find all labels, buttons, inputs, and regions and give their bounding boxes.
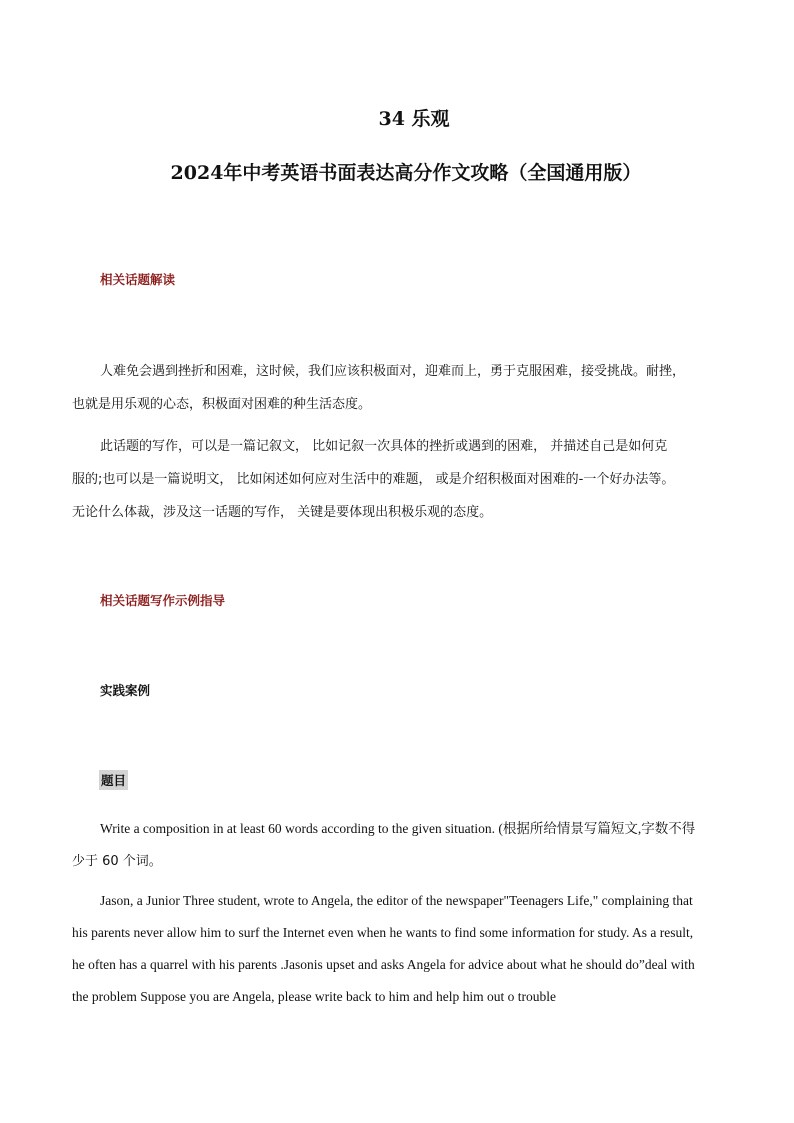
practice-case-heading: 实践案例 xyxy=(100,683,151,698)
prompt-line: his parents never allow him to surf the Internet even when he wants to find some information for study. As a result, xyxy=(72,925,694,940)
section-heading-topic-interpretation: 相关话题解读 xyxy=(100,272,176,287)
prompt-line: Jason, a Junior Three student, wrote to Angela, the editor of the newspaper"Teenagers Life," complaining that xyxy=(100,893,693,908)
prompt-line: 少于 60 个词。 xyxy=(72,854,162,869)
paragraph-line: 此话题的写作，可以是一篇记叙文， 比如记叙一次具体的挫折或遇到的困难， 并描述自己是如何克 xyxy=(100,439,668,454)
document-title-number: 34 乐观 xyxy=(378,108,450,130)
prompt-line: the problem Suppose you are Angela, please write back to him and help him out o trouble xyxy=(72,989,557,1004)
document-title: 2024年中考英语书面表达高分作文攻略（全国通用版） xyxy=(170,162,642,184)
paragraph-line: 无论什么体裁，涉及这一话题的写作， 关键是要体现出积极乐观的态度。 xyxy=(72,505,493,520)
paragraph-line: 也就是用乐观的心态，积极面对困难的种生活态度。 xyxy=(72,397,372,412)
topic-label: 题目 xyxy=(99,770,128,790)
paragraph-line: 人难免会遇到挫折和困难，这时候，我们应该积极面对，迎难而上，勇于克服困难，接受挑战。耐挫， xyxy=(100,364,686,379)
prompt-line: Write a composition in at least 60 words according to the given situation. (根据所给情景写篇短文,字数不得 xyxy=(100,821,696,836)
paragraph-line: 服的;也可以是一篇说明文， 比如闲述如何应对生活中的难题， 或是介绍积极面对困难的-一个好办法等。 xyxy=(72,472,675,487)
prompt-line: he often has a quarrel with his parents .Jasonis upset and asks Angela for advice about what he should do”deal with xyxy=(72,957,695,972)
section-heading-writing-guidance: 相关话题写作示例指导 xyxy=(100,593,226,608)
